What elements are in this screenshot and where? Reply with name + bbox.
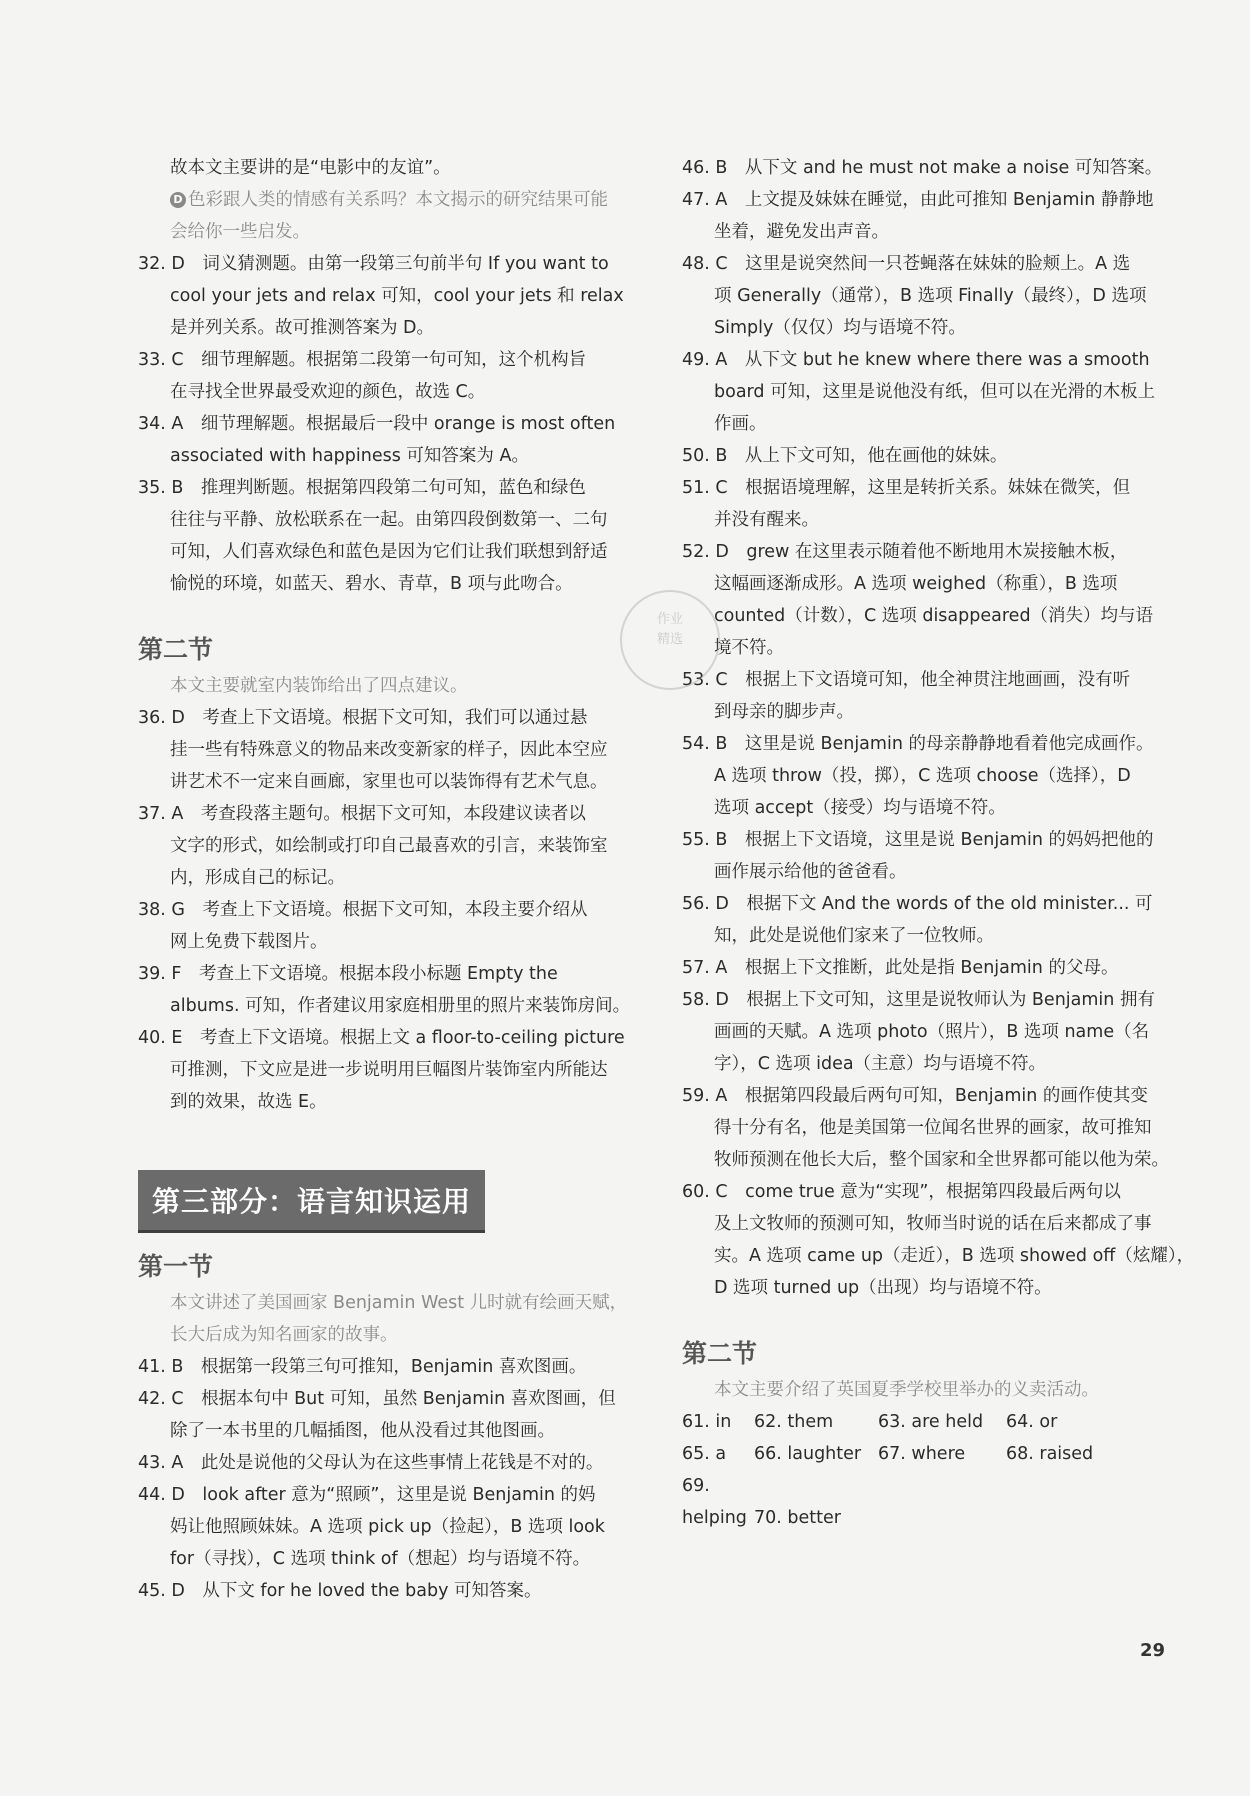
section-title: 第二节	[138, 635, 214, 664]
stamp-text: 精选	[656, 632, 683, 647]
answer-line: 49. A 从下文 but he knew where there was a smooth	[682, 350, 1150, 370]
part-title-banner: 第三部分：语言知识运用	[138, 1170, 485, 1233]
answer-line: 43. A 此处是说他的父母认为在这些事情上花钱是不对的。	[138, 1453, 604, 1473]
answer-item	[682, 664, 1162, 728]
answer-item	[682, 728, 1162, 824]
fill-row	[682, 1470, 1162, 1534]
answer-line: albums. 可知，作者建议用家庭相册里的照片来装饰房间。	[170, 996, 631, 1016]
tip-line: 会给你一些启发。	[170, 222, 310, 242]
answer-line: 这幅画逐渐成形。A 选项 weighed（称重），B 选项	[714, 574, 1118, 594]
answer-line: 可推测，下文应是进一步说明用巨幅图片装饰室内所能达	[170, 1060, 608, 1080]
answer-line: 选项 accept（接受）均与语境不符。	[714, 798, 1006, 818]
answer-item	[682, 984, 1162, 1080]
answer-line: 36. D 考查上下文语境。根据下文可知，我们可以通过悬	[138, 708, 588, 728]
answer-line: 坐着，避免发出声音。	[714, 222, 889, 242]
fill-in-answers	[682, 1406, 1162, 1534]
answer-item	[138, 1351, 620, 1383]
fill-answer: 66. laughter	[754, 1444, 862, 1464]
fill-answer: 62. them	[754, 1412, 834, 1432]
answer-line: 56. D 根据下文 And the words of the old minister... 可	[682, 894, 1153, 914]
answer-line: 48. C 这里是说突然间一只苍蝇落在妹妹的脸颊上。A 选	[682, 254, 1131, 274]
answer-line: for（寻找），C 选项 think of（想起）均与语境不符。	[170, 1549, 591, 1569]
answer-line: 53. C 根据上下文语境可知，他全神贯注地画画，没有听	[682, 670, 1131, 690]
answer-line: A 选项 throw（投，掷），C 选项 choose（选择），D	[714, 766, 1131, 786]
answer-line: 54. B 这里是说 Benjamin 的母亲静静地看着他完成画作。	[682, 734, 1154, 754]
answer-item	[138, 344, 620, 408]
answer-item	[682, 824, 1162, 888]
answer-item	[682, 248, 1162, 344]
answer-line: 实。A 选项 came up（走近），B 选项 showed off（炫耀），	[714, 1246, 1195, 1266]
answer-line: 讲艺术不一定来自画廊，家里也可以装饰得有艺术气息。	[170, 772, 608, 792]
answer-line: 愉悦的环境，如蓝天、碧水、青草，B 项与此吻合。	[170, 574, 573, 594]
answer-line: 32. D 词义猜测题。由第一段第三句前半句 If you want to	[138, 254, 609, 274]
section-summary: 本文讲述了美国画家 Benjamin West 儿时就有绘画天赋，	[170, 1293, 628, 1313]
answer-line: 38. G 考查上下文语境。根据下文可知，本段主要介绍从	[138, 900, 588, 920]
answer-line: 作画。	[714, 414, 767, 434]
answer-line: cool your jets and relax 可知，cool your jets 和 relax	[170, 286, 624, 306]
answer-line: 到母亲的脚步声。	[714, 702, 854, 722]
answer-line: 46. B 从下文 and he must not make a noise 可知答案。	[682, 158, 1163, 178]
answer-line: 到的效果，故选 E。	[170, 1092, 327, 1112]
fill-answer: 64. or	[1006, 1412, 1058, 1432]
tip-text: 色彩跟人类的情感有关系吗？本文揭示的研究结果可能	[188, 190, 608, 210]
answer-line: 除了一本书里的几幅插图，他从没看过其他图画。	[170, 1421, 555, 1441]
answer-line: 并没有醒来。	[714, 510, 819, 530]
answer-list	[138, 702, 631, 1118]
answer-item	[682, 344, 1162, 440]
answer-item	[682, 952, 1162, 984]
answer-line: 59. A 根据第四段最后两句可知，Benjamin 的画作使其变	[682, 1086, 1148, 1106]
answer-line: 网上免费下载图片。	[170, 932, 328, 952]
fill-row	[682, 1438, 1162, 1470]
answer-line: 挂一些有特殊意义的物品来改变新家的样子，因此本空应	[170, 740, 608, 760]
answer-line: 是并列关系。故可推测答案为 D。	[170, 318, 435, 338]
answer-item	[138, 1383, 620, 1447]
answer-line: 34. A 细节理解题。根据最后一段中 orange is most often	[138, 414, 616, 434]
tip-line	[138, 184, 620, 216]
answer-line: 可知，人们喜欢绿色和蓝色是因为它们让我们联想到舒适	[170, 542, 608, 562]
answer-item	[138, 702, 620, 798]
answer-item	[138, 958, 631, 1022]
fill-answer: 63. are held	[878, 1412, 984, 1432]
answer-line: 字），C 选项 idea（主意）均与语境不符。	[714, 1054, 1047, 1074]
answer-line: 57. A 根据上下文推断，此处是指 Benjamin 的父母。	[682, 958, 1119, 978]
answer-item	[138, 798, 620, 894]
answer-list	[138, 1351, 620, 1607]
answer-list	[682, 152, 1195, 1304]
left-column	[138, 152, 631, 1607]
answer-line: 60. C come true 意为“实现”，根据第四段最后两句以	[682, 1182, 1121, 1202]
answer-line: D 选项 turned up（出现）均与语境不符。	[714, 1278, 1052, 1298]
fill-answer: 68. raised	[1006, 1444, 1094, 1464]
answer-line: associated with happiness 可知答案为 A。	[170, 446, 529, 466]
answer-item	[682, 536, 1162, 664]
answer-line: counted（计数），C 选项 disappeared（消失）均与语	[714, 606, 1154, 626]
answer-item	[138, 408, 620, 472]
answer-line: 及上文牧师的预测可知，牧师当时说的话在后来都成了事	[714, 1214, 1152, 1234]
answer-line: 牧师预测在他长大后，整个国家和全世界都可能以他为荣。	[714, 1150, 1169, 1170]
answer-item	[682, 1176, 1195, 1304]
answer-item	[138, 248, 624, 344]
answer-line: 51. C 根据语境理解，这里是转折关系。妹妹在微笑，但	[682, 478, 1131, 498]
answer-item	[138, 1022, 625, 1118]
answer-item	[682, 1080, 1169, 1176]
answer-line: 39. F 考查上下文语境。根据本段小标题 Empty the	[138, 964, 558, 984]
fill-answer: 67. where	[878, 1444, 966, 1464]
answer-line: 妈让他照顾妹妹。A 选项 pick up（捡起），B 选项 look	[170, 1517, 605, 1537]
answer-line: 33. C 细节理解题。根据第二段第一句可知，这个机构旨	[138, 350, 587, 370]
answer-line: 画作展示给他的爸爸看。	[714, 862, 907, 882]
watermark-stamp	[620, 590, 720, 690]
fill-answer: 61. in	[682, 1412, 732, 1432]
answer-line: 内，形成自己的标记。	[170, 868, 345, 888]
answer-list	[138, 248, 624, 600]
answer-line: 47. A 上文提及妹妹在睡觉，由此可推知 Benjamin 静静地	[682, 190, 1154, 210]
answer-item	[682, 888, 1162, 952]
section-title: 第二节	[682, 1339, 758, 1368]
answer-line: 44. D look after 意为“照顾”，这里是说 Benjamin 的妈	[138, 1485, 596, 1505]
answer-line: 知，此处是说他们家来了一位牧师。	[714, 926, 994, 946]
fill-answer: 65. a	[682, 1444, 727, 1464]
answer-line: 52. D grew 在这里表示随着他不断地用木炭接触木板，	[682, 542, 1128, 562]
answer-item	[138, 472, 620, 600]
answer-line: 往往与平静、放松联系在一起。由第四段倒数第一、二句	[170, 510, 608, 530]
answer-line: 35. B 推理判断题。根据第四段第二句可知，蓝色和绿色	[138, 478, 586, 498]
page-number: 29	[1140, 1640, 1166, 1661]
fill-row	[682, 1406, 1162, 1438]
answer-line: 在寻找全世界最受欢迎的颜色，故选 C。	[170, 382, 486, 402]
answer-line: 41. B 根据第一段第三句可推知，Benjamin 喜欢图画。	[138, 1357, 587, 1377]
answer-line: 50. B 从上下文可知，他在画他的妹妹。	[682, 446, 1008, 466]
section-title: 第一节	[138, 1252, 214, 1281]
fill-answer: 70. better	[754, 1508, 841, 1528]
answer-line: 项 Generally（通常），B 选项 Finally（最终），D 选项	[714, 286, 1147, 306]
answer-item	[682, 472, 1162, 536]
answer-item	[682, 184, 1162, 248]
right-column	[682, 152, 1195, 1534]
answer-line: 58. D 根据上下文可知，这里是说牧师认为 Benjamin 拥有	[682, 990, 1155, 1010]
intro-line: 故本文主要讲的是“电影中的友谊”。	[170, 158, 451, 178]
answer-line: 得十分有名，他是美国第一位闻名世界的画家，故可推知	[714, 1118, 1152, 1138]
tip-d-icon: D	[170, 192, 186, 208]
answer-line: board 可知，这里是说他没有纸，但可以在光滑的木板上	[714, 382, 1156, 402]
answer-item	[138, 1575, 620, 1607]
answer-line: 文字的形式，如绘制或打印自己最喜欢的引言，来装饰室	[170, 836, 608, 856]
answer-line: 55. B 根据上下文语境，这里是说 Benjamin 的妈妈把他的	[682, 830, 1154, 850]
section-summary: 本文主要介绍了英国夏季学校里举办的义卖活动。	[714, 1380, 1099, 1400]
answer-item	[138, 1447, 620, 1479]
section-summary: 本文主要就室内装饰给出了四点建议。	[170, 676, 468, 696]
fill-answer: 69. helping	[682, 1476, 747, 1528]
answer-line: 境不符。	[714, 638, 784, 658]
answer-line: 37. A 考查段落主题句。根据下文可知，本段建议读者以	[138, 804, 586, 824]
answer-item	[682, 440, 1162, 472]
answer-item	[138, 894, 620, 958]
answer-line: Simply（仅仅）均与语境不符。	[714, 318, 966, 338]
answer-line: 45. D 从下文 for he loved the baby 可知答案。	[138, 1581, 542, 1601]
answer-line: 画画的天赋。A 选项 photo（照片），B 选项 name（名	[714, 1022, 1150, 1042]
answer-item	[682, 152, 1162, 184]
section-summary: 长大后成为知名画家的故事。	[170, 1325, 398, 1345]
answer-line: 42. C 根据本句中 But 可知，虽然 Benjamin 喜欢图画，但	[138, 1389, 616, 1409]
answer-item	[138, 1479, 620, 1575]
answer-line: 40. E 考查上下文语境。根据上文 a floor-to-ceiling picture	[138, 1028, 625, 1048]
stamp-text: 作业	[656, 612, 683, 627]
